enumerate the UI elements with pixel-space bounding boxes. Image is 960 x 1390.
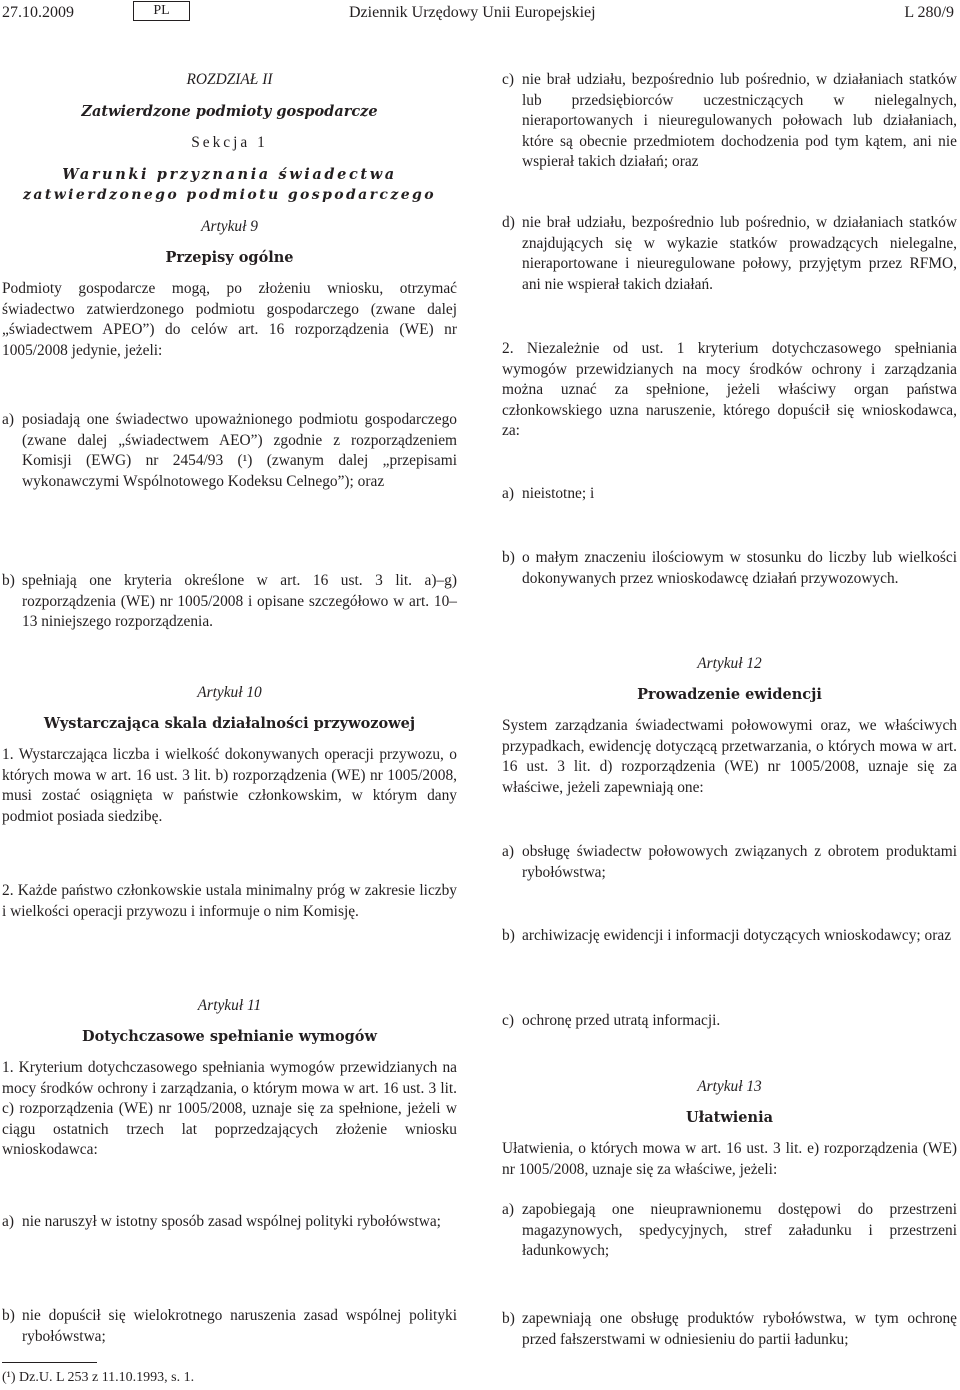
article-12-point-a bbox=[502, 842, 957, 883]
article-11-paragraph-2: 2. Niezależnie od ust. 1 kryterium dotychczasowego spełniania wymogów przewidzianych na mocy środków ochrony i zarządzania można uznać za spełnione, jeżeli właściwy organ państwa członkowskiego uzna naruszenie, którego dopuścił się wnioskodawca, za: bbox=[502, 340, 957, 439]
article-11-title: Dotychczasowe spełnianie wymogów bbox=[82, 1028, 377, 1045]
article-11-paragraph-2-point-b bbox=[502, 548, 957, 589]
list-label: b) bbox=[2, 1307, 15, 1324]
list-label: a) bbox=[502, 485, 514, 502]
list-text: nieistotne; i bbox=[522, 485, 595, 502]
list-text: o małym znaczeniu ilościowym w stosunku do liczby lub wielkości dokonywanych przez wnioskodawcę działań przywozowych. bbox=[522, 549, 957, 587]
article-10-paragraph-2: 2. Każde państwo członkowskie ustala minimalny próg w zakresie liczby i wielkości operacji przywozu i informuje o nim Komisję. bbox=[2, 882, 457, 920]
article-12-title: Prowadzenie ewidencji bbox=[637, 686, 822, 703]
list-text: nie dopuścił się wielokrotnego naruszenia zasad wspólnej polityki rybołówstwa; bbox=[22, 1307, 457, 1345]
page-header bbox=[0, 3, 960, 25]
journal-title: Dziennik Urzędowy Unii Europejskiej bbox=[349, 4, 596, 21]
list-text: ochronę przed utratą informacji. bbox=[522, 1012, 721, 1029]
list-text: nie naruszył w istotny sposób zasad wspólnej polityki rybołówstwa; bbox=[22, 1213, 441, 1230]
list-label: a) bbox=[2, 1213, 14, 1230]
list-text: zapobiegają one nieuprawnionemu dostępowi do przestrzeni magazynowych, spedycyjnych, stref załadunku i przestrzeni ładunkowych; bbox=[522, 1201, 957, 1259]
article-9-point-a bbox=[2, 410, 457, 492]
list-text: posiadają one świadectwo upoważnionego podmiotu gospodarczego (zwane dalej „świadectwem AEO”) zgodnie z rozporządzeniem Komisji (EWG) nr 2454/93 (¹) (zwanym dalej „przepisami wykonawczymi Wspólnotowego Kodeksu Celnego”); oraz bbox=[22, 411, 457, 490]
article-10-title: Wystarczająca skala działalności przywozowej bbox=[43, 715, 416, 732]
article-11-point-d bbox=[502, 213, 957, 295]
article-12-heading: Artykuł 12 bbox=[697, 655, 762, 672]
footnote: (¹) Dz.U. L 253 z 11.10.1993, s. 1. bbox=[2, 1370, 195, 1385]
article-13-heading: Artykuł 13 bbox=[697, 1078, 762, 1095]
list-label: a) bbox=[502, 1201, 514, 1218]
article-11-point-a bbox=[2, 1212, 457, 1233]
list-text: nie brał udziału, bezpośrednio lub pośrednio, w działaniach statków znajdujących się w wykazie statków prowadzących nielegalne, nieraportowane i nieuregulowane połowy, przyjętym przez RFMO, ani nie wspierał takich działań. bbox=[522, 214, 957, 293]
list-label: d) bbox=[502, 214, 515, 231]
section-title-line-2: zatwierdzonego podmiotu gospodarczego bbox=[23, 187, 436, 203]
list-text: spełniają one kryteria określone w art. 16 ust. 3 lit. a)–g) rozporządzenia (WE) nr 1005/2008 i opisane szczegółowo w art. 10–13 niniejszego rozporządzenia. bbox=[22, 572, 457, 630]
article-9-heading: Artykuł 9 bbox=[201, 218, 258, 235]
article-13-point-a bbox=[502, 1200, 957, 1262]
article-9-title: Przepisy ogólne bbox=[165, 249, 294, 266]
article-11-paragraph-2-point-a bbox=[502, 484, 957, 505]
list-label: c) bbox=[502, 1012, 514, 1029]
list-label: b) bbox=[2, 572, 15, 589]
list-label: b) bbox=[502, 549, 515, 566]
language-badge: PL bbox=[133, 1, 190, 21]
publication-date: 27.10.2009 bbox=[2, 4, 74, 21]
list-text: obsługę świadectw połowowych związanych z obrotem produktami rybołówstwa; bbox=[522, 843, 957, 881]
article-12-point-b bbox=[502, 926, 957, 947]
list-label: a) bbox=[502, 843, 514, 860]
article-13-point-b bbox=[502, 1309, 957, 1350]
section-title-line-1: Warunki przyznania świadectwa bbox=[62, 166, 397, 183]
article-12-point-c bbox=[502, 1011, 957, 1032]
article-9-intro: Podmioty gospodarcze mogą, po złożeniu wniosku, otrzymać świadectwo zatwierdzonego podmiotu gospodarczego (zwane dalej „świadectwem APEO”) do celów art. 16 rozporządzenia (WE) nr 1005/2008 jedynie, jeżeli: bbox=[2, 280, 457, 359]
article-9-point-b bbox=[2, 571, 457, 633]
article-10-paragraph-1: 1. Wystarczająca liczba i wielkość dokonywanych operacji przywozu, o których mowa w art. 16 ust. 3 lit. b) rozporządzenia (WE) nr 1005/2008, musi zostać osiągnięta w państwie członkowskim, w którym dany podmiot posiada siedzibę. bbox=[2, 746, 457, 825]
article-11-heading: Artykuł 11 bbox=[197, 997, 262, 1014]
article-13-title: Ułatwienia bbox=[686, 1109, 773, 1126]
article-11-paragraph-1: 1. Kryterium dotychczasowego spełniania wymogów przewidzianych na mocy środków ochrony i zarządzania, o którym mowa w art. 16 ust. 3 lit. c) rozporządzenia (WE) nr 1005/2008, uznaje się za spełnione, jeżeli w ciągu ostatnich trzech lat poprzedzających złożenie wniosku wnioskodawca: bbox=[2, 1059, 457, 1158]
chapter-heading: ROZDZIAŁ II bbox=[186, 71, 273, 88]
article-11-point-b bbox=[2, 1306, 457, 1347]
footnote-divider bbox=[2, 1362, 97, 1363]
article-10-heading: Artykuł 10 bbox=[197, 684, 262, 701]
list-label: a) bbox=[2, 411, 14, 428]
article-11-point-c bbox=[502, 70, 957, 173]
section-heading: Sekcja 1 bbox=[191, 134, 268, 151]
article-13-paragraph: Ułatwienia, o których mowa w art. 16 ust. 3 lit. e) rozporządzenia (WE) nr 1005/2008, uznaje się za właściwe, jeżeli: bbox=[502, 1140, 957, 1178]
article-12-paragraph: System zarządzania świadectwami połowowymi oraz, we właściwych przypadkach, ewidencję dotyczącą przetwarzania, o których mowa w art. 16 ust. 3 lit. d) rozporządzenia (WE) nr 1005/2008, uznaje się za właściwe, jeżeli zapewniają one: bbox=[502, 717, 957, 796]
list-text: archiwizację ewidencji i informacji dotyczących wnioskodawcy; oraz bbox=[522, 927, 952, 944]
list-label: b) bbox=[502, 1310, 515, 1327]
list-text: nie brał udziału, bezpośrednio lub pośrednio, w działaniach statków lub przedsiębiorców uczestniczących w nielegalnych, nieraportowanych i nieuregulowanych połowach lub działaniach, które są obecnie przedmiotem dochodzenia pod tym kątem, ani nie wspierał takich działań; oraz bbox=[522, 71, 957, 170]
chapter-title: Zatwierdzone podmioty gospodarcze bbox=[81, 103, 378, 120]
list-text: zapewniają one obsługę produktów rybołówstwa, w tym ochronę przed fałszerstwami w odniesieniu do partii ładunku; bbox=[522, 1310, 957, 1348]
list-label: b) bbox=[502, 927, 515, 944]
list-label: c) bbox=[502, 71, 514, 88]
page-number: L 280/9 bbox=[904, 4, 954, 21]
